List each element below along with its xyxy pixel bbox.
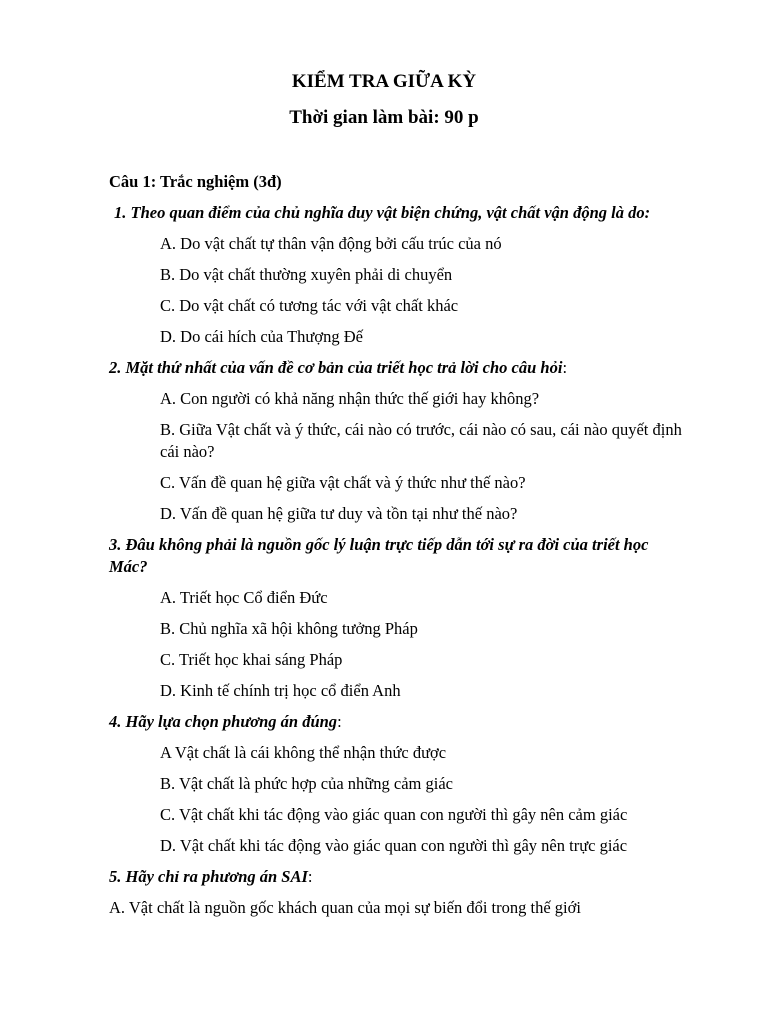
question-text: 2. Mặt thứ nhất của vấn đề cơ bản của triết học trả lời cho câu hỏi <box>109 358 563 377</box>
question-text: 5. Hãy chỉ ra phương án SAI <box>109 867 308 886</box>
option-1b: B. Do vật chất thường xuyên phải di chuyển <box>160 265 453 284</box>
option-3d: D. Kinh tế chính trị học cổ điển Anh <box>160 681 401 700</box>
option-2c: C. Vấn đề quan hệ giữa vật chất và ý thức như thế nào? <box>160 473 526 492</box>
question-tail: : <box>337 712 342 731</box>
option-3a: A. Triết học Cổ điển Đức <box>160 588 328 607</box>
option-2b: B. Giữa Vật chất và ý thức, cái nào có trước, cái nào có sau, cái nào quyết định cái nào? <box>160 420 682 461</box>
question-text: 4. Hãy lựa chọn phương án đúng <box>109 712 338 731</box>
question-3 <box>109 534 684 578</box>
question-tail: : <box>307 867 313 886</box>
option-4b: B. Vật chất là phức hợp của những cảm giác <box>160 774 453 793</box>
option-4c: C. Vật chất khi tác động vào giác quan con người thì gây nên cảm giác <box>160 805 628 824</box>
question-text: 3. Đâu không phải là nguồn gốc lý luận trực tiếp dẫn tới sự ra đời của triết học Mác? <box>109 535 649 576</box>
section-heading: Câu 1: Trắc nghiệm (3đ) <box>109 172 282 191</box>
option-4d: D. Vật chất khi tác động vào giác quan con người thì gây nên trực giác <box>160 836 628 855</box>
question-1 <box>109 202 684 224</box>
question-4 <box>109 711 684 733</box>
option-5a: A. Vật chất là nguồn gốc khách quan của mọi sự biến đổi trong thế giới <box>109 898 581 917</box>
option-1d: D. Do cái hích của Thượng Đế <box>160 327 363 346</box>
option-3c: C. Triết học khai sáng Pháp <box>160 650 343 669</box>
option-2a: A. Con người có khả năng nhận thức thế giới hay không? <box>160 389 540 408</box>
option-1a: A. Do vật chất tự thân vận động bởi cấu trúc của nó <box>160 234 502 253</box>
option-3b: B. Chủ nghĩa xã hội không tưởng Pháp <box>160 619 418 638</box>
exam-duration: Thời gian làm bài: 90 p <box>289 107 479 128</box>
exam-title: KIỂM TRA GIỮA KỲ <box>291 71 477 92</box>
question-tail: : <box>562 358 568 377</box>
option-4a: A Vật chất là cái không thể nhận thức được <box>160 743 447 762</box>
question-2 <box>109 357 684 379</box>
option-1c: C. Do vật chất có tương tác với vật chất khác <box>160 296 459 315</box>
question-5 <box>109 866 684 888</box>
exam-content <box>109 171 684 928</box>
question-text: 1. Theo quan điểm của chủ nghĩa duy vật biện chứng, vật chất vận động là do: <box>114 203 651 222</box>
option-2d: D. Vấn đề quan hệ giữa tư duy và tồn tại như thế nào? <box>160 504 518 523</box>
